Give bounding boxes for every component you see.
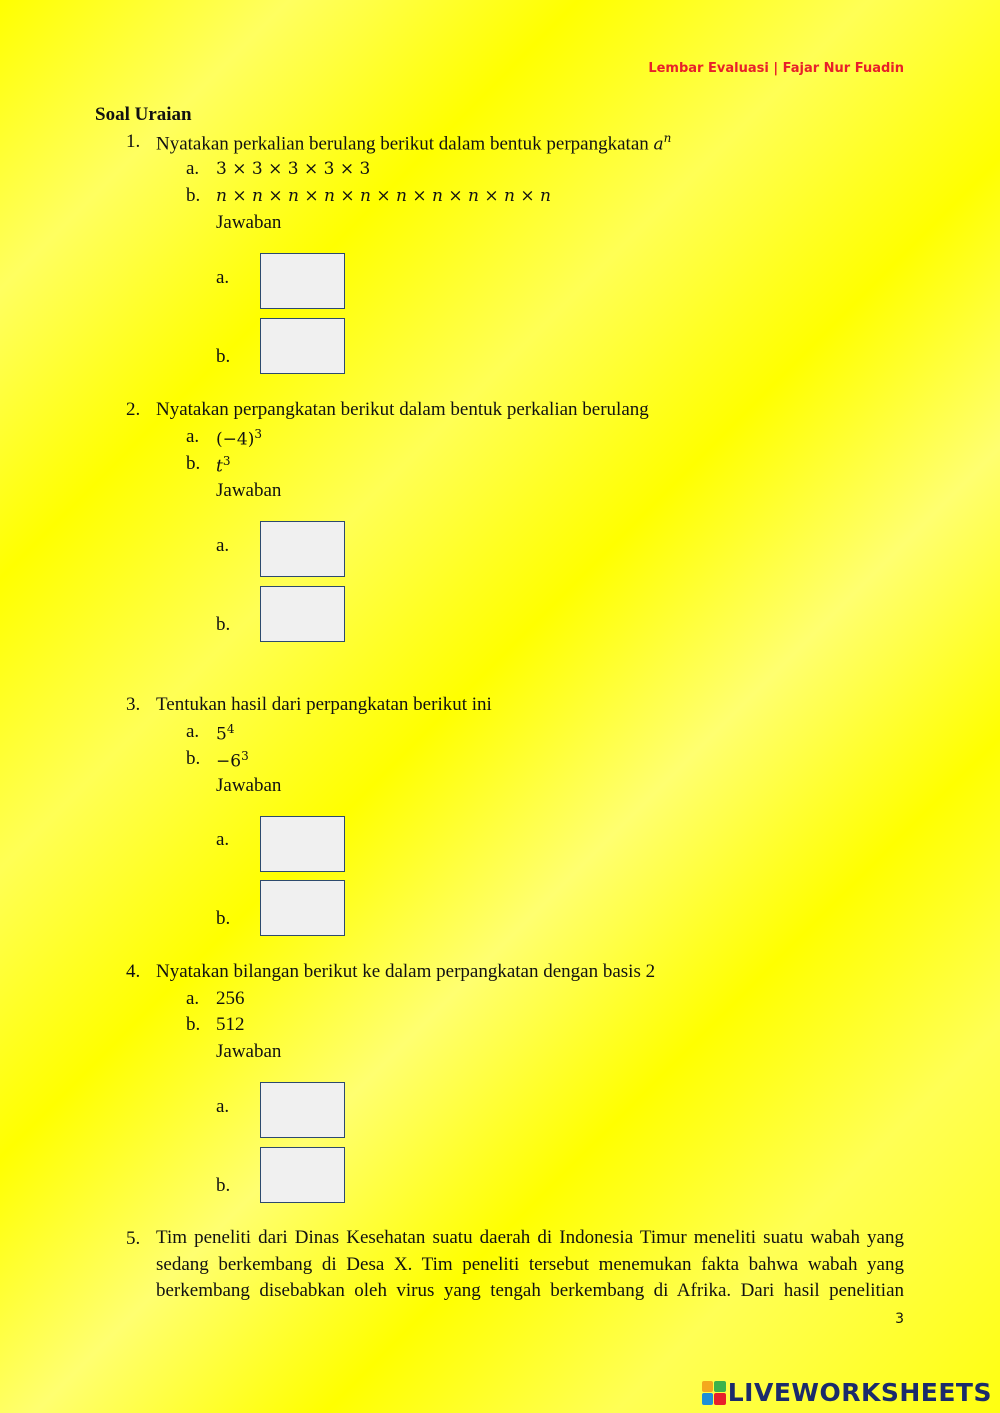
liveworksheets-brand[interactable]	[702, 1378, 992, 1407]
paragraph-line: sedang berkembang di Desa X. Tim peneliti tersebut menemukan fakta bahwa wabah yang	[156, 1253, 904, 1275]
brand-text: LIVEWORKSHEETS	[727, 1378, 992, 1407]
option-text: $t^3$	[216, 454, 231, 477]
question-text: Nyatakan bilangan berikut ke dalam perpangkatan dengan basis 2	[156, 961, 656, 982]
answer-label: b.	[216, 908, 231, 929]
answer-heading: Jawaban	[216, 775, 282, 796]
option-text: $5^4$	[216, 722, 235, 745]
math-exponent: 3	[222, 454, 231, 468]
answer-input-4a[interactable]	[260, 1082, 345, 1138]
question-number: 2.	[126, 399, 141, 420]
answer-label: b.	[216, 346, 231, 367]
paragraph-line: berkembang disebabkan oleh virus yang tengah berkembang di Afrika. Dari hasil penelitian	[156, 1280, 904, 1301]
option-text: 512	[216, 1014, 245, 1035]
paragraph-line: Tim peneliti dari Dinas Kesehatan suatu daerah di Indonesia Timur meneliti suatu wabah yang	[156, 1227, 904, 1248]
option-text: 3 × 3 × 3 × 3 × 3	[216, 159, 371, 179]
answer-label: a.	[216, 829, 230, 850]
answer-heading: Jawaban	[216, 212, 282, 233]
math-exponent: n	[663, 131, 672, 145]
question-number: 4.	[126, 961, 141, 982]
answer-heading: Jawaban	[216, 1041, 282, 1062]
answer-label: a.	[216, 1096, 230, 1117]
option-label: b.	[186, 453, 201, 474]
question-text: Nyatakan perpangkatan berikut dalam bentuk perkalian berulang	[156, 399, 649, 420]
answer-input-3a[interactable]	[260, 816, 345, 872]
option-label: a.	[186, 426, 200, 447]
option-label: b.	[186, 1014, 201, 1035]
answer-input-1a[interactable]	[260, 253, 345, 309]
option-label: b.	[186, 748, 201, 769]
option-text: n × n × n × n × n × n × n × n × n × n	[216, 186, 551, 206]
option-text: 256	[216, 988, 245, 1009]
answer-label: a.	[216, 535, 230, 556]
option-label: a.	[186, 158, 200, 179]
option-label: a.	[186, 988, 200, 1009]
question-paragraph	[156, 1225, 904, 1305]
question-number: 3.	[126, 694, 141, 715]
option-text: $(-4)^3$	[216, 427, 262, 450]
question-number: 5.	[126, 1228, 141, 1249]
option-label: b.	[186, 185, 201, 206]
math-exponent: 4	[226, 722, 235, 736]
answer-heading: Jawaban	[216, 480, 282, 501]
answer-label: b.	[216, 1175, 231, 1196]
math-base: a	[653, 134, 664, 155]
question-text: Nyatakan perkalian berulang berikut dalam bentuk perpangkatan $a^n$	[156, 131, 672, 155]
answer-input-4b[interactable]	[260, 1147, 345, 1203]
section-title: Soal Uraian	[95, 104, 192, 125]
answer-input-3b[interactable]	[260, 880, 345, 936]
answer-input-2b[interactable]	[260, 586, 345, 642]
page-header: Lembar Evaluasi | Fajar Nur Fuadin	[648, 61, 904, 76]
math-exponent: 3	[241, 749, 249, 763]
answer-input-1b[interactable]	[260, 318, 345, 374]
page-number: 3	[895, 1311, 904, 1327]
option-text: $-6^3$	[216, 749, 249, 772]
liveworksheets-logo-icon	[702, 1381, 726, 1405]
answer-label: b.	[216, 614, 231, 635]
question-text: Tentukan hasil dari perpangkatan berikut ini	[156, 694, 492, 715]
answer-label: a.	[216, 267, 230, 288]
math-exponent: 3	[254, 427, 262, 441]
option-label: a.	[186, 721, 200, 742]
question-number: 1.	[126, 131, 141, 152]
answer-input-2a[interactable]	[260, 521, 345, 577]
